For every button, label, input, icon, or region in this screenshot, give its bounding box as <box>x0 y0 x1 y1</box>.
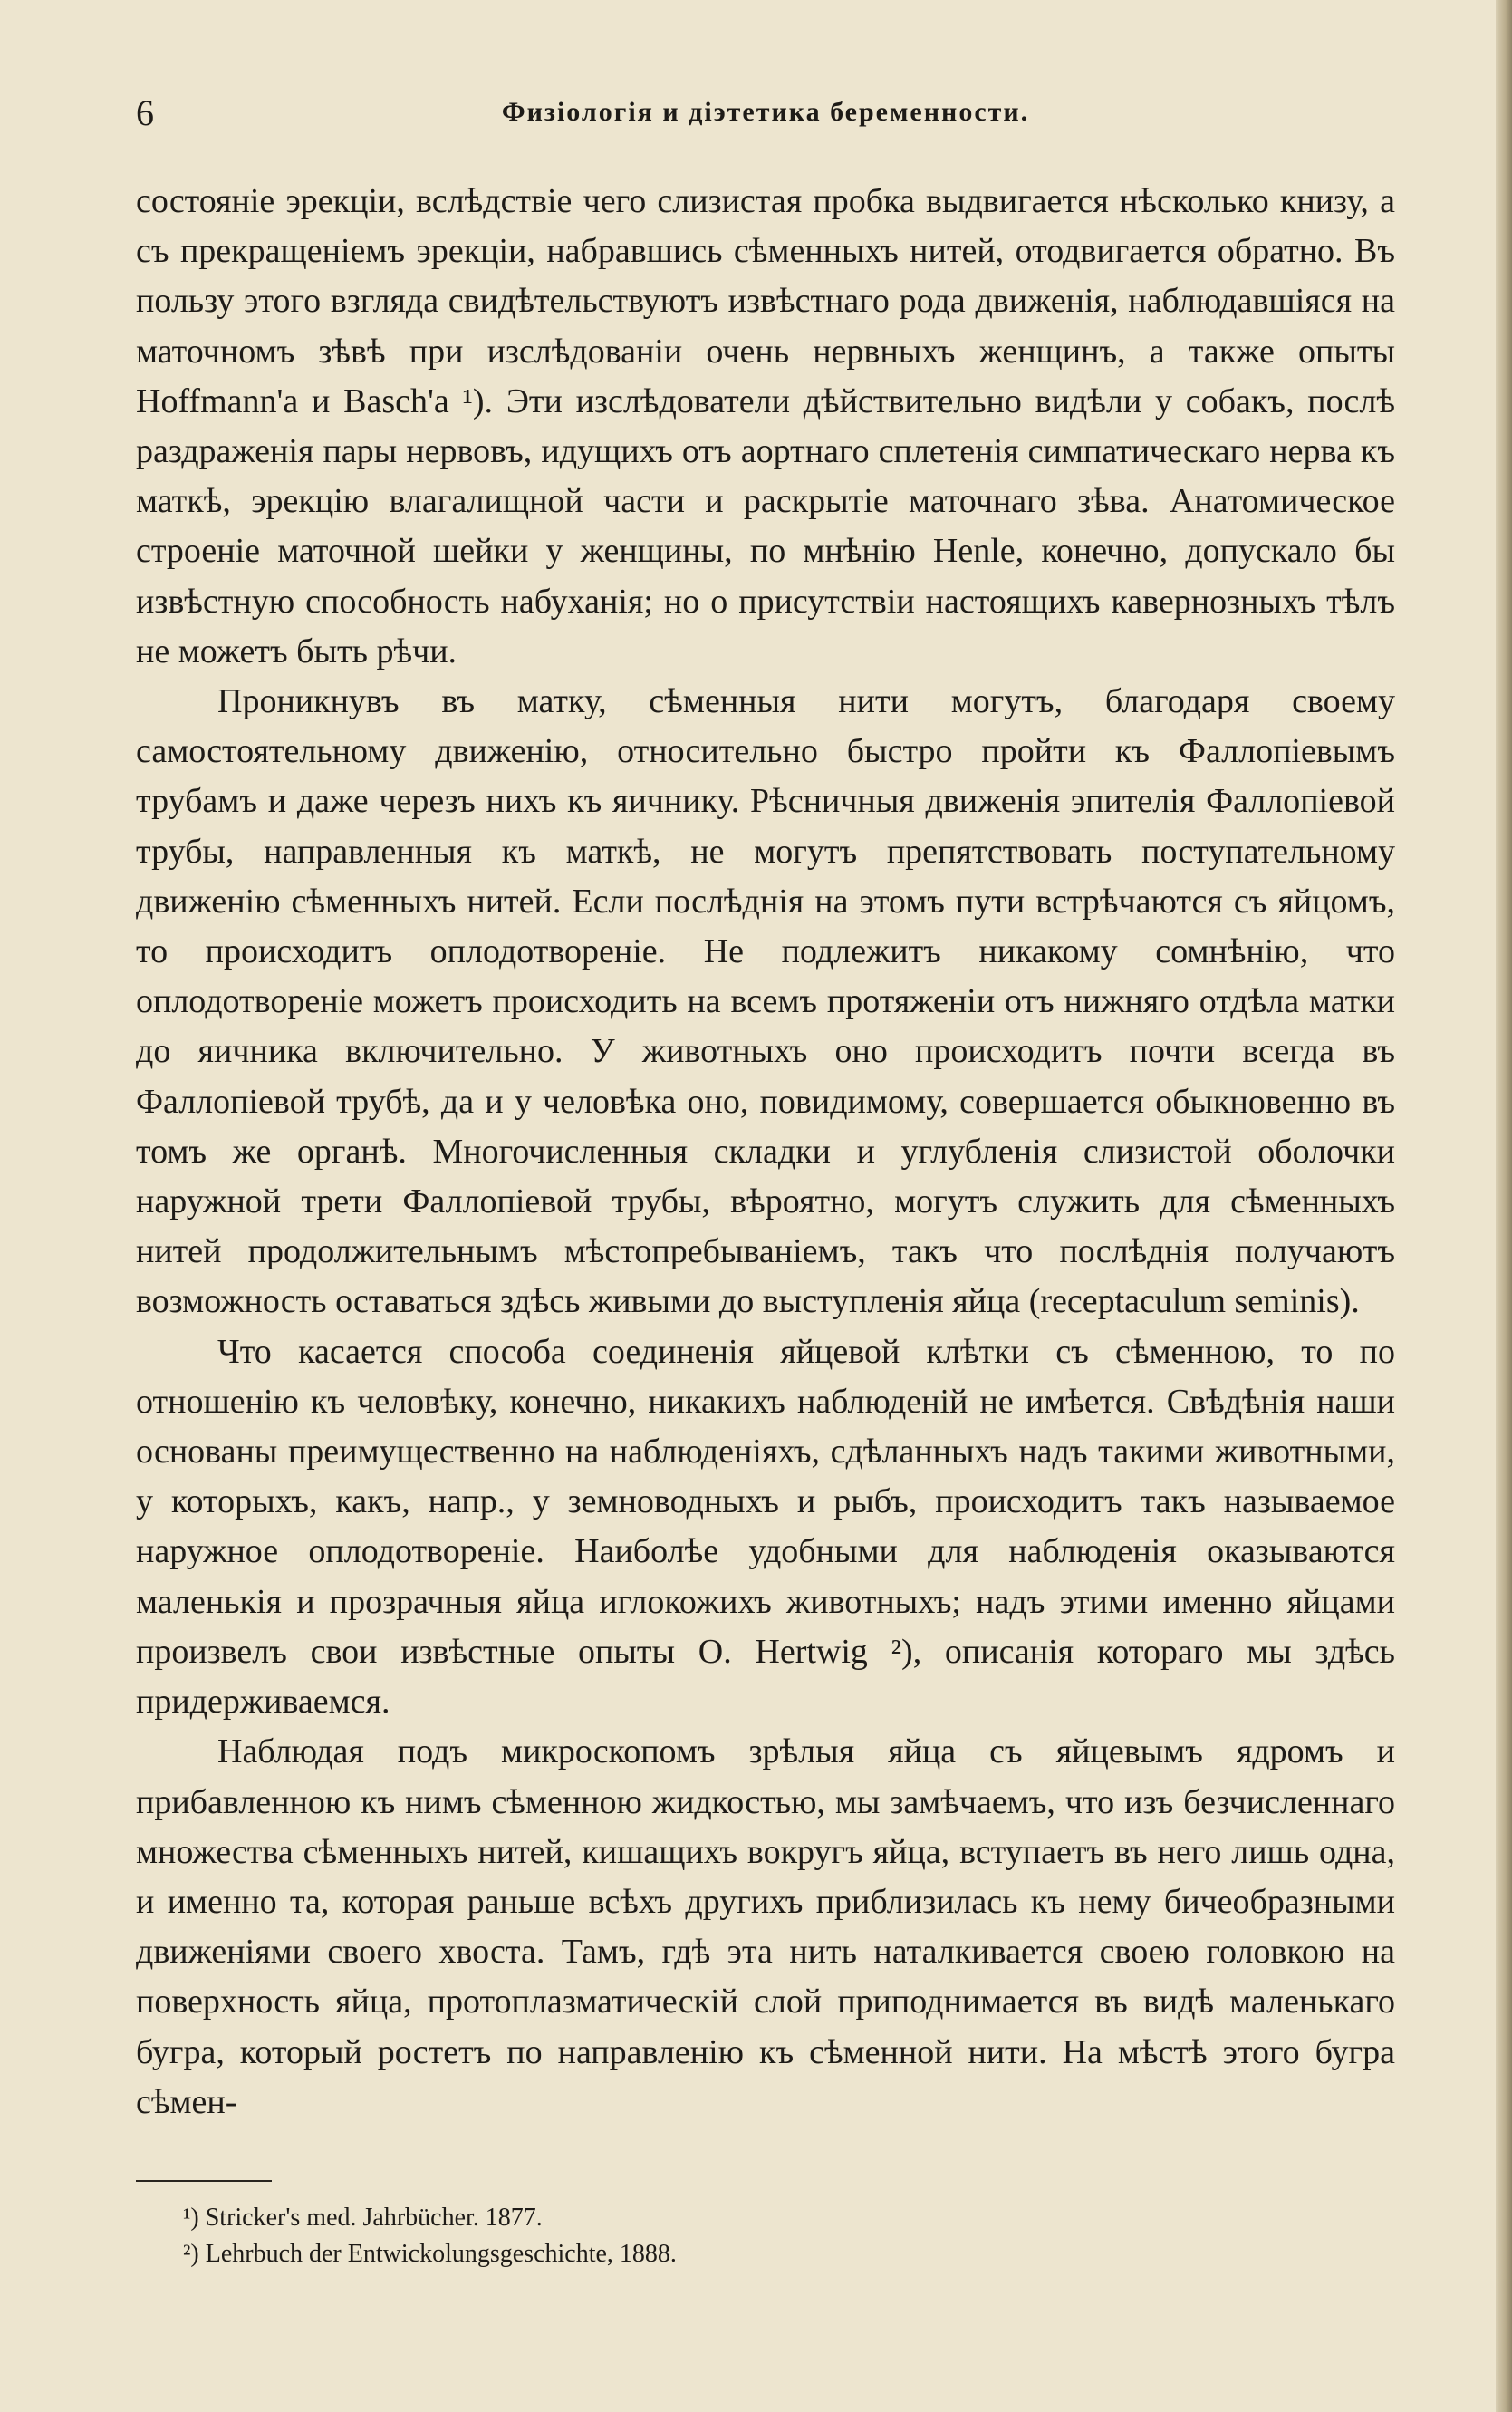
book-page <box>136 86 1395 2272</box>
footnote-1: ¹) Stricker's med. Jahrbücher. 1877. <box>183 2203 543 2232</box>
paragraph-1: состояніе эрекціи, вслѣдствіе чего слизистая пробка выдвигается нѣсколько книзу, а съ прекращеніемъ эрекціи, набравшись сѣменныхъ нитей, отодвигается обратно. Въ пользу этого взгляда свидѣтельствуютъ извѣстнаго рода движенія, наблюдавшіяся на маточномъ зѣвѣ при изслѣдованіи очень нервныхъ женщинъ, а также опыты Hoffmann'а и Basch'а ¹). Эти изслѣдователи дѣйствительно видѣли у собакъ, послѣ раздраженія пары нервовъ, идущихъ отъ аортнаго сплетенія симпатическаго нерва къ маткѣ, эрекцію влагалищной части и раскрытіе маточнаго зѣва. Анатомическое строеніе маточной шейки у женщины, по мнѣнію Henle, конечно, допускало бы извѣстную способность набуханія; но о присутствіи настоящихъ кавернозныхъ тѣлъ не можетъ быть рѣчи. <box>136 182 1395 671</box>
page-edge-shadow <box>1496 0 1512 2412</box>
running-title: Физіологія и діэтетика беременности. <box>501 97 1030 127</box>
footnote-2: ²) Lehrbuch der Entwickolungsgeschichte, 1888. <box>183 2239 677 2268</box>
paragraph-4: Наблюдая подъ микроскопомъ зрѣлыя яйца съ яйцевымъ ядромъ и прибавленною къ нимъ сѣменною жидкостью, мы замѣчаемъ, что изъ безчисленнаго множества сѣменныхъ нитей, кишащихъ вокругъ яйца, вступаетъ въ него лишь одна, и именно та, которая раньше всѣхъ другихъ приблизилась къ нему бичеобразными движеніями своего хвоста. Тамъ, гдѣ эта нить наталкивается своею головкою на поверхность яйца, протоплазматическій слой приподнимается въ видѣ маленькаго бугра, который ростетъ по направленію къ сѣменной нити. На мѣстѣ этого бугра сѣмен- <box>136 1732 1395 2121</box>
body-text <box>136 177 1395 2127</box>
page-header <box>136 86 1395 140</box>
footnotes <box>136 2200 1395 2272</box>
paragraph-2: Проникнувъ въ матку, сѣменныя нити могутъ, благодаря своему самостоятельному движенію, относительно быстро пройти къ Фаллопіевымъ трубамъ и даже черезъ нихъ къ яичнику. Рѣсничныя движенія эпителія Фаллопіевой трубы, направленныя къ маткѣ, не могутъ препятствовать поступательному движенію сѣменныхъ нитей. Если послѣднія на этомъ пути встрѣчаются съ яйцомъ, то происходитъ оплодотвореніе. Не подлежитъ никакому сомнѣнію, что оплодотвореніе можетъ происходить на всемъ протяженіи отъ нижняго отдѣла матки до яичника включительно. У животныхъ оно происходитъ почти всегда въ Фаллопіевой трубѣ, да и у человѣка оно, повидимому, совершается обыкновенно въ томъ же органѣ. Многочисленныя складки и углубленія слизистой оболочки наружной трети Фаллопіевой трубы, вѣроятно, могутъ служить для сѣменныхъ нитей продолжительнымъ мѣстопребываніемъ, такъ что послѣднія получаютъ возможность оставаться здѣсь живыми до выступленія яйца (receptaculum seminis). <box>136 682 1395 1321</box>
paragraph-3: Что касается способа соединенія яйцевой клѣтки съ сѣменною, то по отношенію къ человѣку, конечно, никакихъ наблюденій не имѣется. Свѣдѣнія наши основаны преимущественно на наблюденіяхъ, сдѣланныхъ надъ такими животными, у которыхъ, какъ, напр., у земноводныхъ и рыбъ, происходитъ такъ называемое наружное оплодотвореніе. Наиболѣе удобными для наблюденія оказываются маленькія и прозрачныя яйца иглокожихъ животныхъ; надъ этими именно яйцами произвелъ свои извѣстные опыты O. Hertwig ²), описанія котораго мы здѣсь придерживаемся. <box>136 1332 1395 1722</box>
footnote-rule <box>136 2180 272 2182</box>
page-number: 6 <box>136 92 155 133</box>
